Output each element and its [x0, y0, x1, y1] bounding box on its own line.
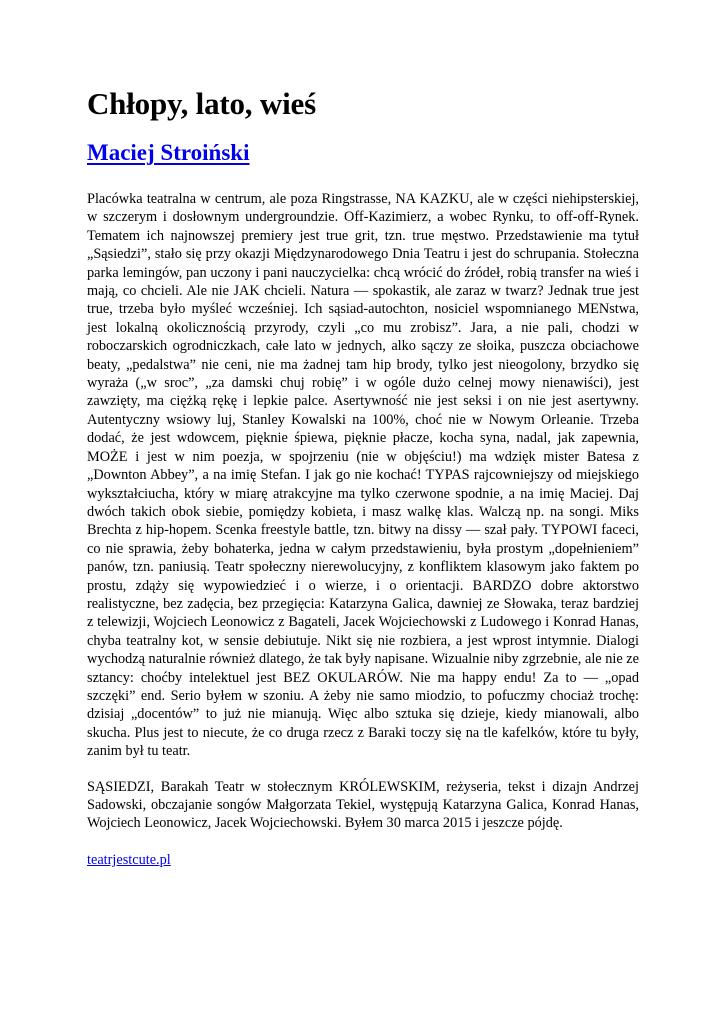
article: [87, 82, 639, 869]
author-link[interactable]: Maciej Stroiński: [87, 140, 250, 165]
production-credits: SĄSIEDZI, Barakah Teatr w stołecznym KRÓLEWSKIM, reżyseria, tekst i dizajn Andrzej Sadowski, obczajanie songów Małgorzata Tekiel, występują Katarzyna Galica, Konrad Hanas, Wojciech Leonowicz, Jacek Wojciechowski. Byłem 30 marca 2015 i jeszcze pójdę.: [87, 778, 639, 832]
source-link[interactable]: teatrjestcute.pl: [87, 851, 171, 868]
article-body: Placówka teatralna w centrum, ale poza Ringstrasse, NA KAZKU, ale w części niehipsterskiej, w szczerym i dosłownym undergroundzie. Off-Kazimierz, a wobec Rynku, to off-off-Rynek. Tematem ich najnowszej premiery jest true grit, tzn. true męstwo. Przedstawienie ma tytuł „Sąsiedzi”, stało się przy okazji Międzynarodowego Dnia Teatru i jest do schrupania. Stołeczna parka lemingów, pan uczony i pani nauczycielka: chcą wrócić do źródeł, robią transfer na wieś i mają, co chcieli. Ale nie JAK chcieli. Natura — spokastik, ale zaraz w twarz? Jednak true jest true, trzeba było myśleć wcześniej. Ich sąsiad-autochton, nosiciel wspomnianego MENstwa, jest lokalną okolicznością przyrody, czyli „co mu zrobisz”. Jara, a nie pali, chodzi w roboczarskich ogrodniczkach, całe lato w jednych, alko sączy ze słoika, puszcza obciachowe beaty, „pedalstwa” nie ceni, nie ma żadnej tam hip brody, tylko jest nieogolony, brzydko się wyraża („w sroc”, „za damski chuj robię” i w ogóle dużo celnej mowy nienawiści), jest zawzięty, ma ciężką rękę i lepkie palce. Asertywność nie jest seksi i on nie jest asertywny. Autentyczny wsiowy luj, Stanley Kowalski na 100%, choć nie w Nowym Orleanie. Trzeba dodać, że jest wdowcem, pięknie śpiewa, pięknie płacze, kocha syna, nadal, jak zapewnia, MOŻE i jest w nim poezja, w spojrzeniu (nie w objęściu!) ma wdzięk mister Batesa z „Downton Abbey”, a na imię Stefan. I jak go nie kochać! TYPAS rajcowniejszy od miejskiego wykształciucha, który w miarę atrakcyjne ma tylko czerwone spodnie, a na imię Maciej. Daj dwóch takich obok siebie, pomiędzy kobieta, i masz walkę klas. Walczą np. na songi. Miks Brechta z hip-hopem. Scenka freestyle battle, tzn. bitwy na dissy — szał pały. TYPOWI faceci, co nie sprawia, żeby bohaterka, jedna w całym przedstawieniu, była prostym „dopełnieniem” panów, tzn. paniusią. Teatr społeczny nierewolucyjny, z konfliktem klasowym jako faktem po prostu, zdąży się wypowiedzieć i o wierze, i o orientacji. BARDZO dobre aktorstwo realistyczne, bez zadęcia, bez przegięcia: Katarzyna Galica, dawniej ze Słowaka, teraz bardziej z telewizji, Wojciech Leonowicz z Bagateli, Jacek Wojciechowski z Ludowego i Konrad Hanas, chyba teatralny kot, w sensie debiutuje. Nikt się nie rozbiera, a jest wprost intymnie. Dialogi wychodzą naturalnie również dlatego, że tak były napisane. Wizualnie niby zgrzebnie, ale nie ze sztancy: choćby intelektuel jest BEZ OKULARÓW. Nie ma happy endu! Za to — „opad szczęki” end. Serio byłem w szoniu. A żeby nie samo miodzio, to pofuczmy chociaż trochę: dzisiaj „docentów” to już nie mianują. Więc albo sztuka się dzieje, kiedy mianowali, albo skucha. Plus jest to niecute, że co druga rzecz z Baraki toczy się na tle kafelków, które tu były, zanim był tu teatr.: [87, 191, 639, 760]
article-title: Chłopy, lato, wieś: [87, 86, 316, 121]
